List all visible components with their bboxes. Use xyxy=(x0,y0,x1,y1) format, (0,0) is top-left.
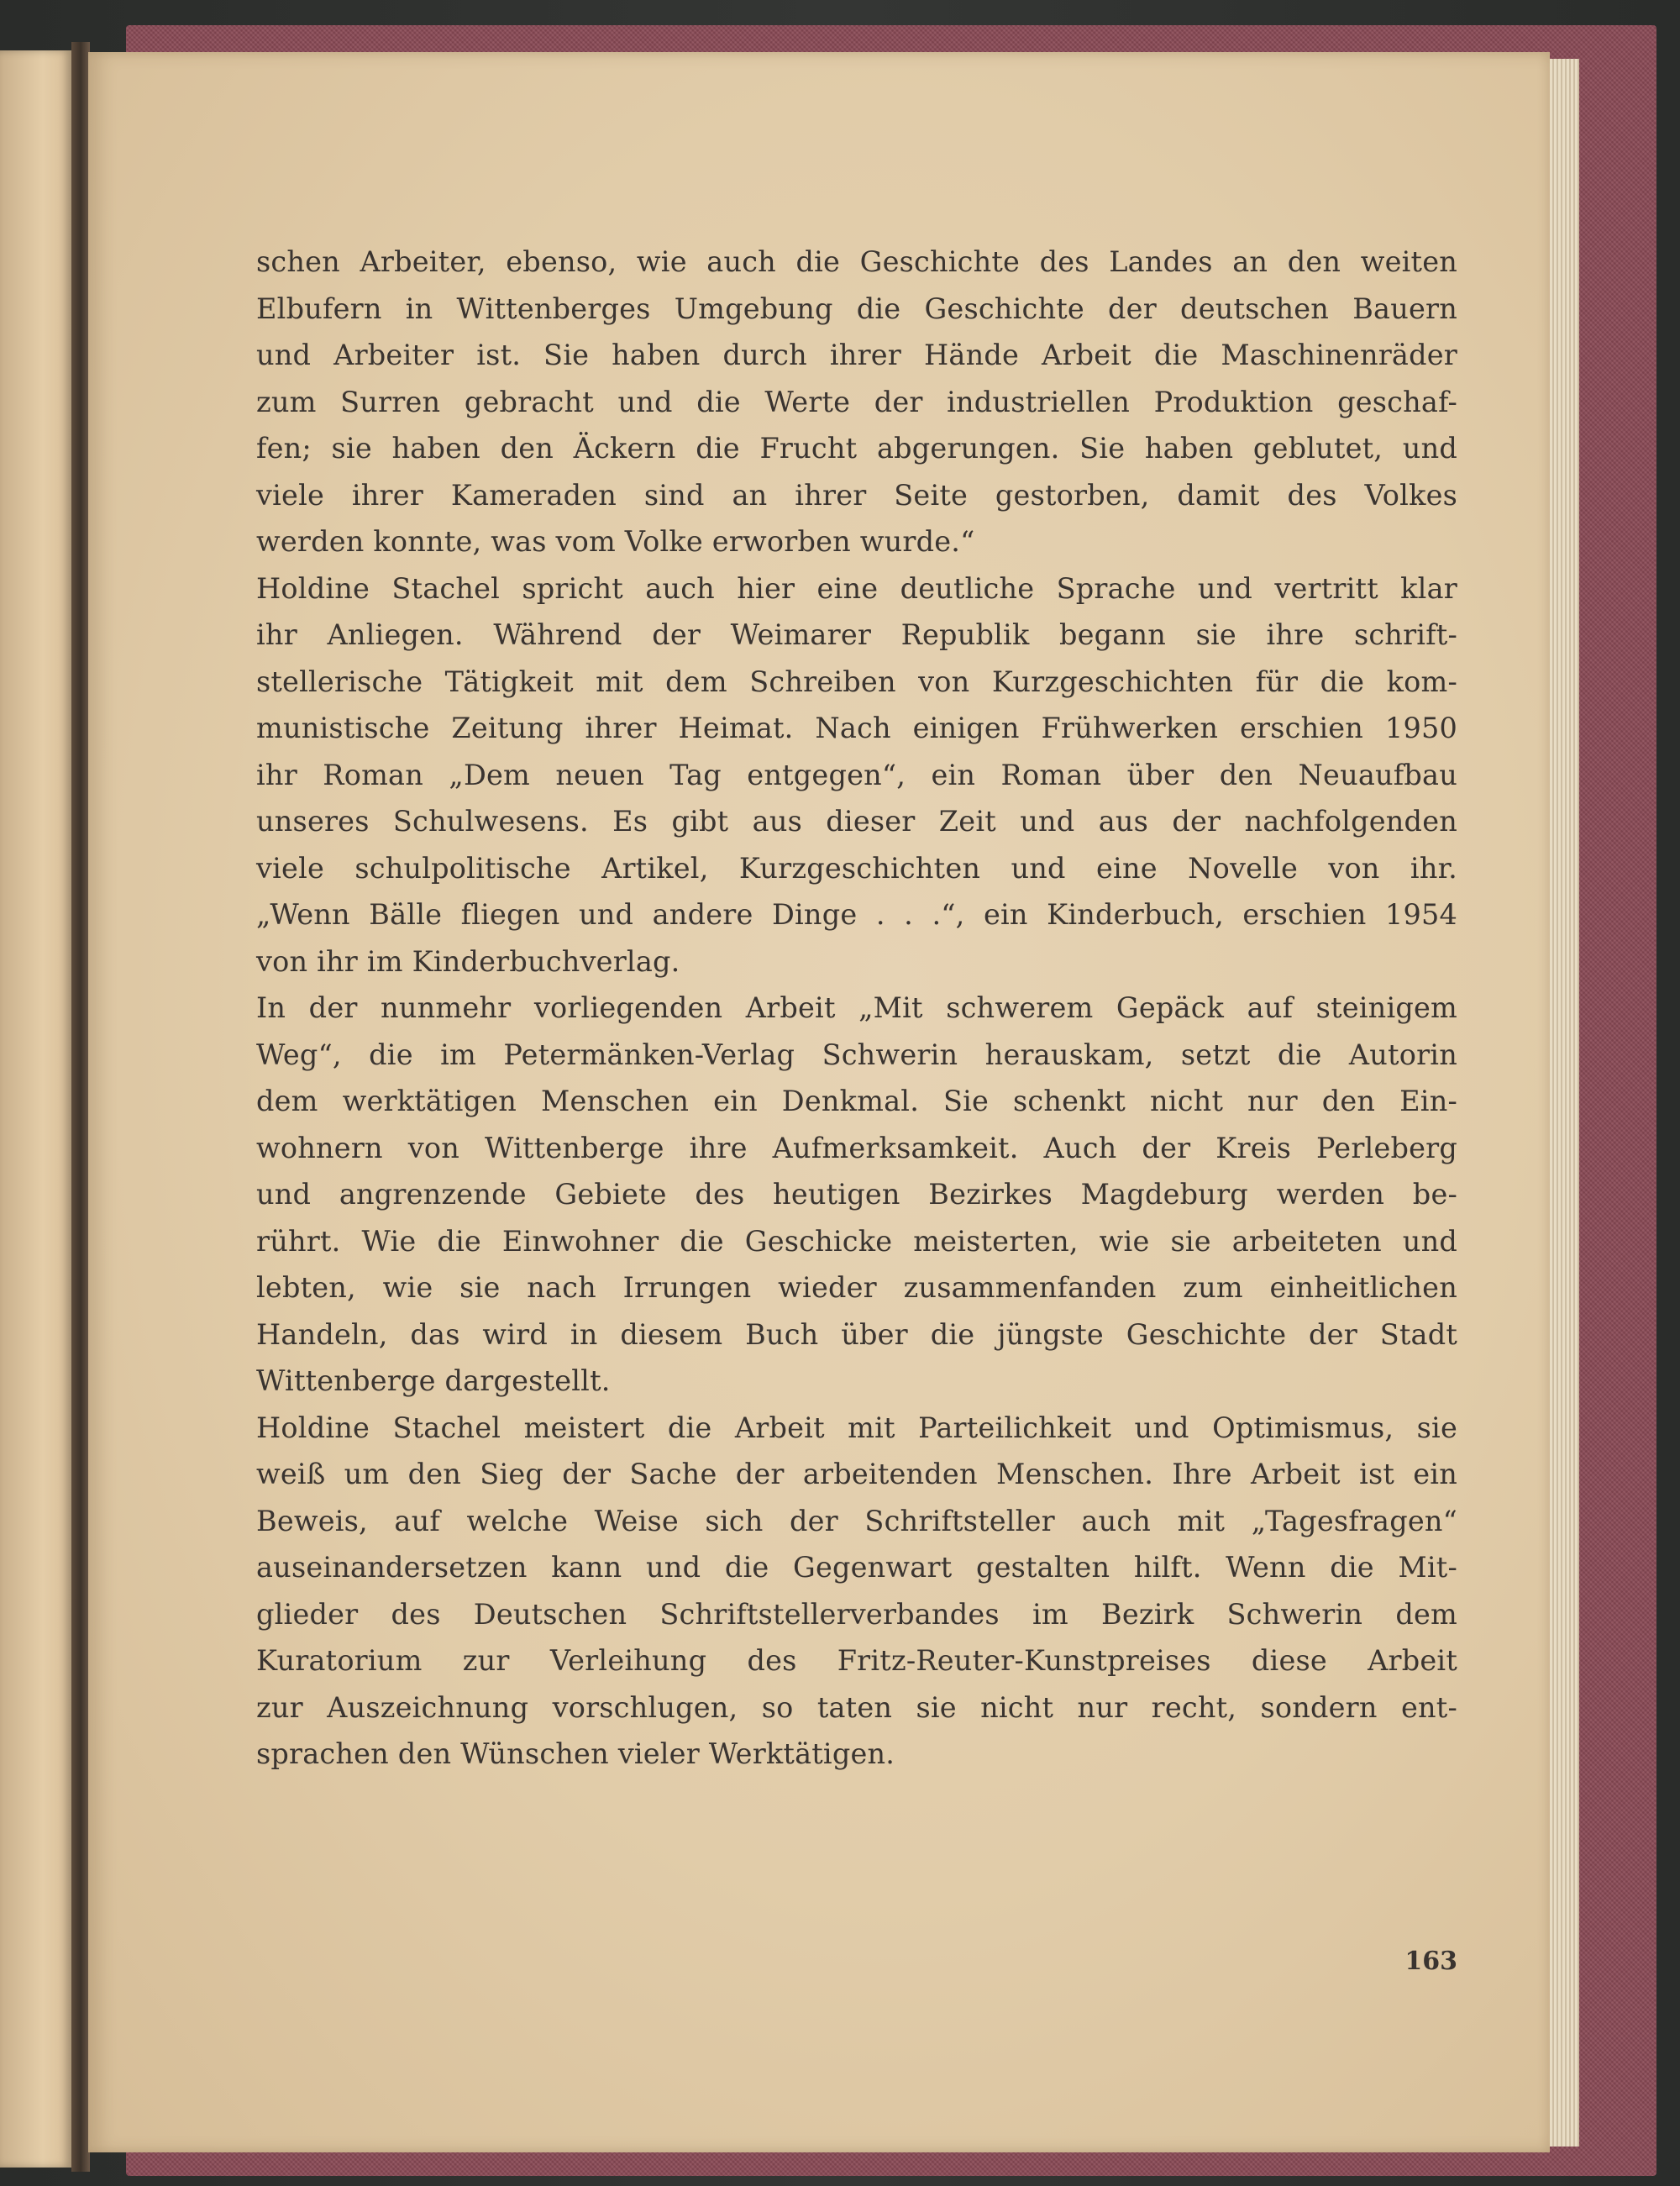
text-line: In der nunmehr vorliegenden Arbeit „Mit schwerem Gepäck auf steinigem xyxy=(256,991,1457,1024)
text-line: dem werktätigen Menschen ein Denkmal. Sie schenkt nicht nur den Ein- xyxy=(256,1085,1457,1117)
text-line: werden konnte, was vom Volke erworben wurde.“ xyxy=(256,525,975,558)
text-line: unseres Schulwesens. Es gibt aus dieser Zeit und aus der nachfolgenden xyxy=(256,805,1457,838)
text-line: stellerische Tätigkeit mit dem Schreiben von Kurzgeschichten für die kom- xyxy=(256,665,1457,698)
text-line: von ihr im Kinderbuchverlag. xyxy=(256,944,680,978)
text-line: Wittenberge dargestellt. xyxy=(256,1364,611,1397)
text-line: rührt. Wie die Einwohner die Geschicke meisterten, wie sie arbeiteten und xyxy=(256,1224,1457,1258)
text-line: viele schulpolitische Artikel, Kurzgeschichten und eine Novelle von ihr. xyxy=(256,851,1457,885)
text-line: wohnern von Wittenberge ihre Aufmerksamkeit. Auch der Kreis Perleberg xyxy=(256,1131,1457,1164)
text-line: Kuratorium zur Verleihung des Fritz-Reuter-Kunstpreises diese Arbeit xyxy=(256,1644,1457,1677)
text-line: Elbufern in Wittenberges Umgebung die Geschichte der deutschen Bauern xyxy=(256,292,1457,325)
text-line: ihr Roman „Dem neuen Tag entgegen“, ein Roman über den Neuaufbau xyxy=(256,758,1457,791)
page-edges xyxy=(1546,59,1579,2147)
text-line: Beweis, auf welche Weise sich der Schriftsteller auch mit „Tagesfragen“ xyxy=(256,1504,1457,1537)
text-line: Weg“, die im Petermänken-Verlag Schwerin herauskam, setzt die Autorin xyxy=(256,1038,1457,1071)
text-line: viele ihrer Kameraden sind an ihrer Seite gestorben, damit des Volkes xyxy=(256,478,1457,512)
text-line: zur Auszeichnung vorschlugen, so taten sie nicht nur recht, sondern ent- xyxy=(256,1690,1457,1724)
previous-page-edge xyxy=(0,50,71,2168)
text-line: Holdine Stachel spricht auch hier eine deutliche Sprache und vertritt klar xyxy=(256,571,1457,605)
page-body-text xyxy=(256,239,1457,1778)
text-line: weiß um den Sieg der Sache der arbeitenden Menschen. Ihre Arbeit ist ein xyxy=(256,1458,1457,1490)
book-page xyxy=(88,52,1550,2152)
text-line: und angrenzende Gebiete des heutigen Bezirkes Magdeburg werden be- xyxy=(256,1178,1457,1211)
text-line: und Arbeiter ist. Sie haben durch ihrer Hände Arbeit die Maschinenräder xyxy=(256,339,1457,371)
text-line: munistische Zeitung ihrer Heimat. Nach einigen Frühwerken erschien 1950 xyxy=(256,712,1457,744)
text-line: fen; sie haben den Äckern die Frucht abgerungen. Sie haben geblutet, und xyxy=(256,432,1457,465)
text-line: schen Arbeiter, ebenso, wie auch die Geschichte des Landes an den weiten xyxy=(256,245,1457,278)
page-number: 163 xyxy=(1404,1947,1457,1976)
book-gutter xyxy=(71,42,90,2172)
text-line: zum Surren gebracht und die Werte der industriellen Produktion geschaf- xyxy=(256,385,1457,418)
text-line: Holdine Stachel meistert die Arbeit mit Parteilichkeit und Optimismus, sie xyxy=(256,1411,1457,1444)
text-line: auseinandersetzen kann und die Gegenwart gestalten hilft. Wenn die Mit- xyxy=(256,1551,1457,1584)
text-line: Handeln, das wird in diesem Buch über die jüngste Geschichte der Stadt xyxy=(256,1317,1457,1351)
text-line: „Wenn Bälle fliegen und andere Dinge . . .“, ein Kinderbuch, erschien 1954 xyxy=(256,898,1457,931)
text-line: glieder des Deutschen Schriftstellerverbandes im Bezirk Schwerin dem xyxy=(256,1597,1457,1631)
text-line: ihr Anliegen. Während der Weimarer Republik begann sie ihre schrift- xyxy=(256,618,1457,651)
text-line: sprachen den Wünschen vieler Werktätigen. xyxy=(256,1737,895,1770)
text-line: lebten, wie sie nach Irrungen wieder zusammenfanden zum einheitlichen xyxy=(256,1271,1457,1304)
